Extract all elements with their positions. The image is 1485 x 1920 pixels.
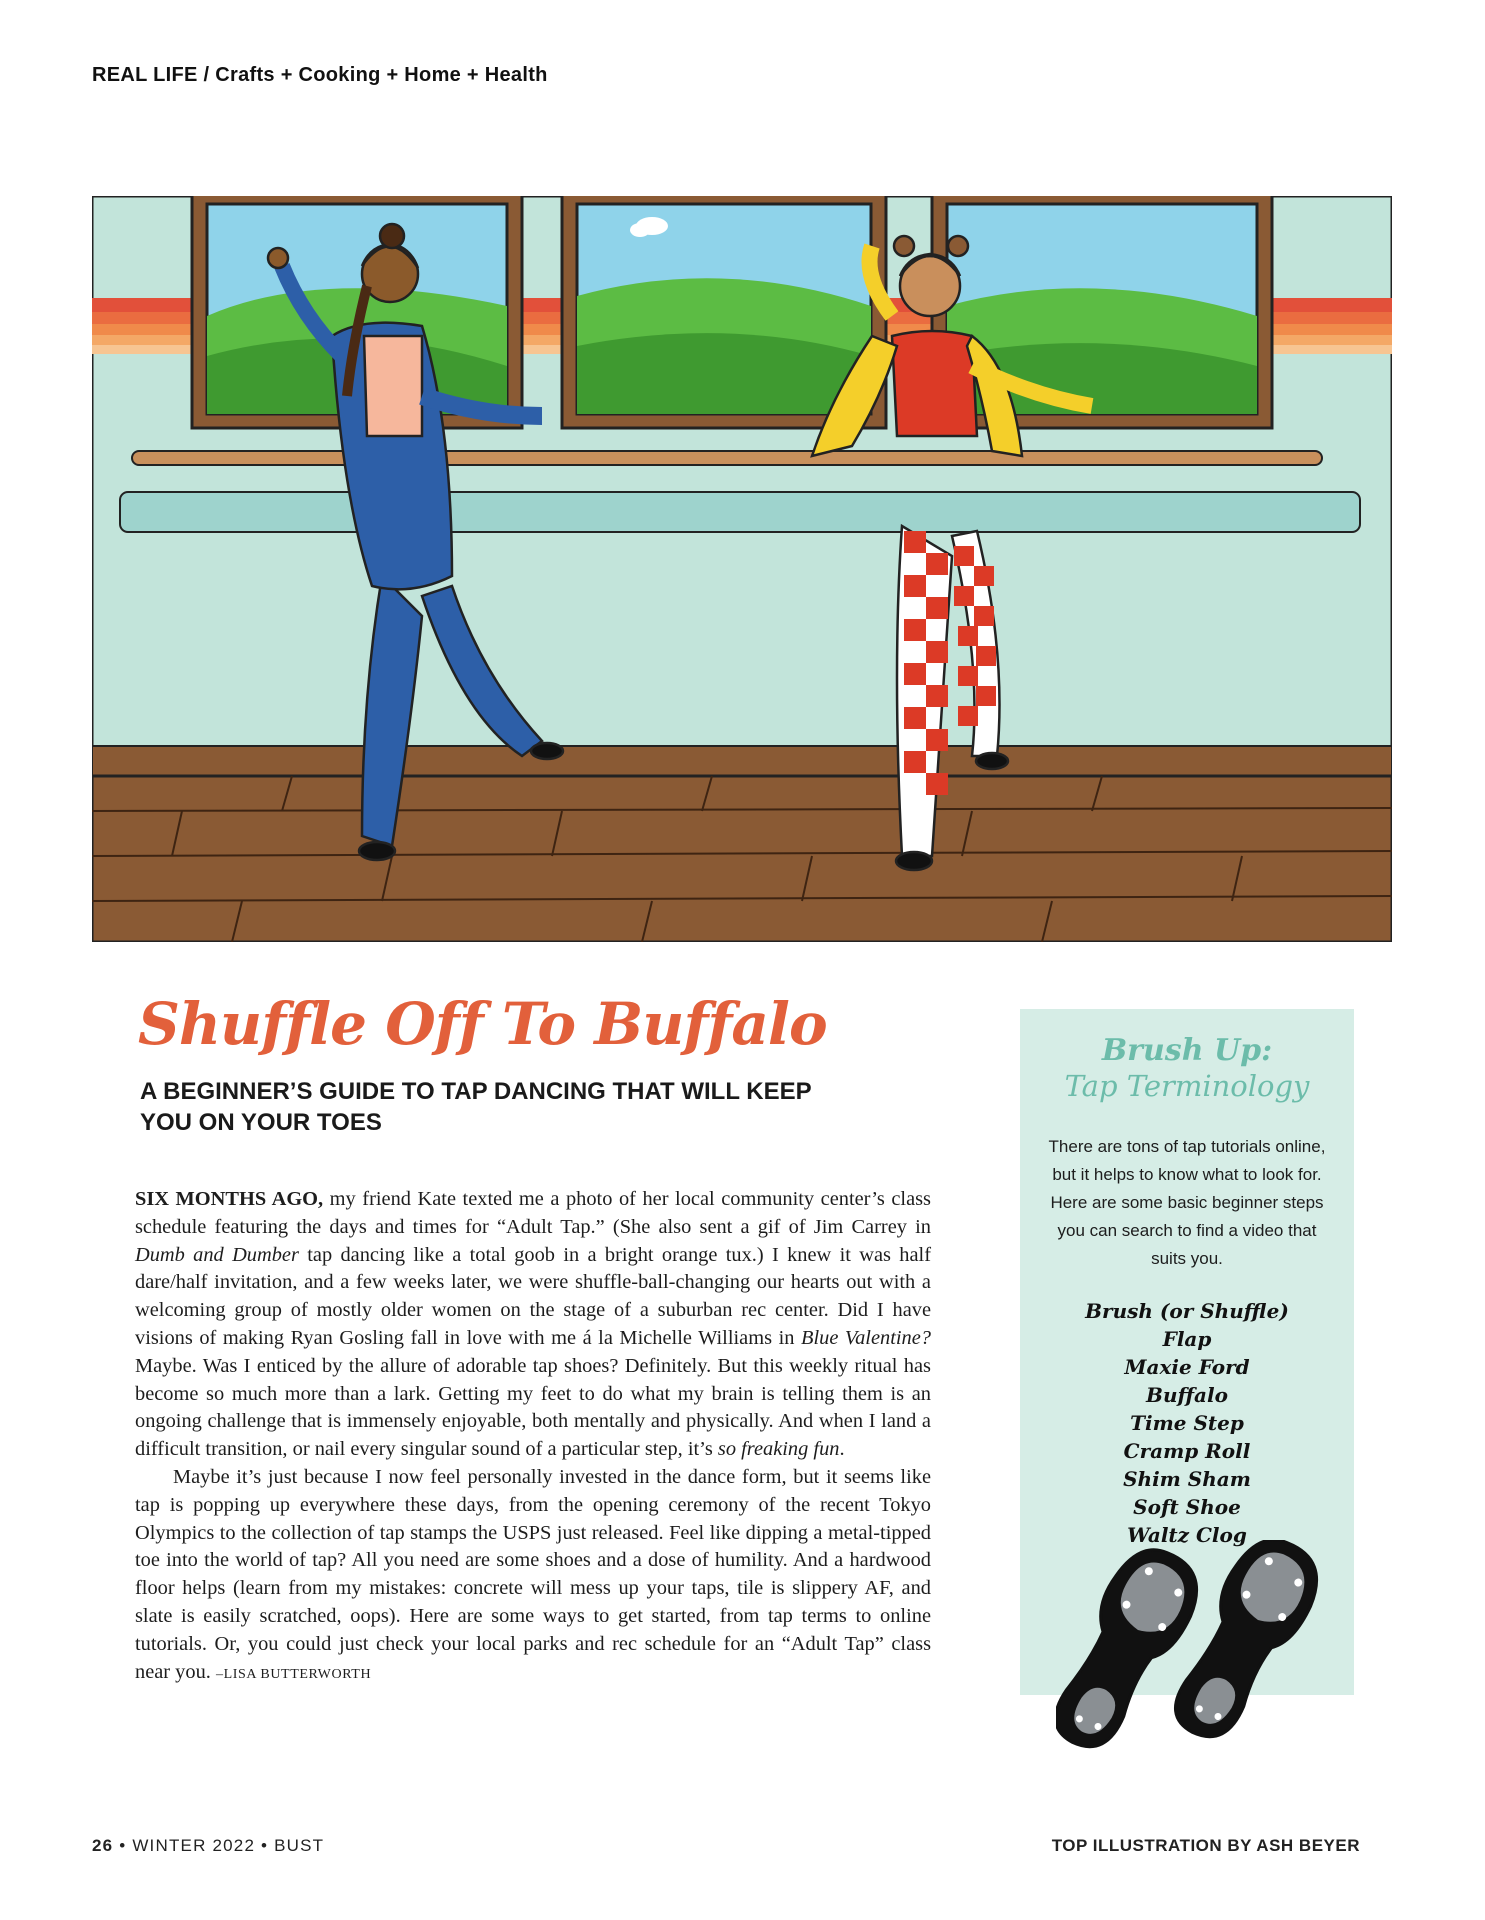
tap-shoe-soles-icon <box>1056 1540 1336 1770</box>
footer-folio: 26 • WINTER 2022 • BUST <box>92 1836 325 1855</box>
term-item: Brush (or Shuffle) <box>1085 1299 1289 1323</box>
film-title-dumb-and-dumber: Dumb and Dumber <box>135 1243 299 1266</box>
term-item: Cramp Roll <box>1123 1439 1251 1463</box>
article-title: Shuffle Off To Buffalo <box>138 990 827 1058</box>
paragraph-2-text: Maybe it’s just because I now feel personally invested in the dance form, but it seems like tap is popping up everywhere these days, from the opening ceremony of the recent Tokyo Olympics to the collection of tap stamps the USPS just released. Feel like dipping a metal-tipped toe into the world of tap? All you need are some shoes and a dose of humility. And a hardwood floor helps (learn from my mistakes: concrete will mess up your taps, tile is slippery AF, and slate is easily scratched, oops). Here are some ways to get started, from tap terms to online tutorials. Or, you could just check your local parks and rec schedule for an “Adult Tap” class near you. <box>135 1465 931 1683</box>
emphasis-so-freaking-fun: so freaking fun <box>717 1438 840 1461</box>
sidebar-title: Brush Up: <box>1101 1033 1273 1068</box>
film-title-blue-valentine: Blue Valentine? <box>801 1326 931 1349</box>
issue-label: WINTER 2022 <box>132 1836 256 1855</box>
sidebar-intro: There are tons of tap tutorials online, but it helps to know what to look for. Here are some basic beginner steps you can search to find a video that suits you. <box>1048 1137 1326 1268</box>
term-item: Buffalo <box>1146 1383 1228 1407</box>
article-body <box>135 1186 931 1688</box>
page-number: 26 <box>92 1836 114 1855</box>
magazine-name: BUST <box>274 1836 325 1855</box>
paragraph-1-text-a: my friend Kate texted me a photo of her local community center’s class schedule featuring the days and times for “Adult Tap.” (She also sent a gif of Jim Carrey in <box>135 1188 931 1238</box>
paragraph-1-text-d: . <box>839 1438 845 1461</box>
term-item: Waltz Clog <box>1127 1523 1247 1547</box>
term-item: Time Step <box>1130 1411 1244 1435</box>
article-subtitle: A BEGINNER’S GUIDE TO TAP DANCING THAT WILL KEEP YOU ON YOUR TOES <box>140 1078 812 1136</box>
term-item: Maxie Ford <box>1124 1355 1250 1379</box>
lead-in: SIX MONTHS AGO, <box>135 1188 324 1210</box>
paragraph-1-text-b: tap dancing like a total goob in a bright orange tux.) I knew it was half dare/half invitation, and a few weeks later, we were shuffle-ball-changing our hearts out with a welcoming group of mostly older women on the stage of a suburban rec center. Did I have visions of making Ryan Gosling fall in love with me á la Michelle Williams in <box>135 1243 932 1349</box>
paragraph-1 <box>135 1186 931 1464</box>
term-list <box>1020 1297 1354 1549</box>
term-item: Flap <box>1162 1327 1212 1351</box>
illustration-credit: TOP ILLUSTRATION BY ASH BEYER <box>1051 1836 1360 1855</box>
term-item: Soft Shoe <box>1133 1495 1241 1519</box>
sidebar-subtitle: Tap Terminology <box>1064 1069 1310 1103</box>
two-tap-dancers-illustration <box>92 196 1392 942</box>
paragraph-1-text-c: Maybe. Was I enticed by the allure of adorable tap shoes? Definitely. But this weekly ritual has become so much more than a lark. Getting my feet to do what my brain is telling them is an ongoing challenge that is immensely enjoyable, both mentally and physically. And when I land a difficult transition, or nail every singular sound of a particular step, it’s <box>135 1354 931 1461</box>
term-item: Shim Sham <box>1123 1467 1251 1491</box>
paragraph-2 <box>135 1464 931 1688</box>
section-label: REAL LIFE / Crafts + Cooking + Home + Health <box>92 64 548 86</box>
byline: –LISA BUTTERWORTH <box>215 1666 372 1682</box>
